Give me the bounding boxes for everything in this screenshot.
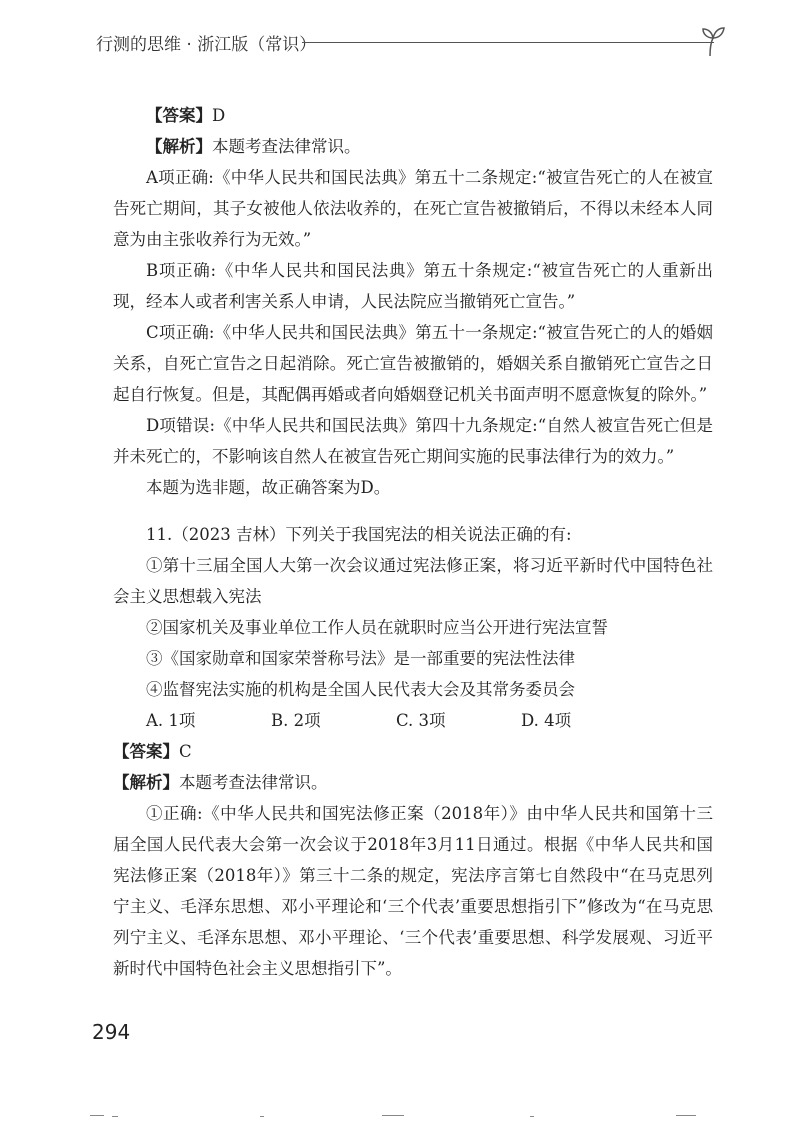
q11-statement-1: ①第十三届全国人大第一次会议通过宪法修正案，将习近平新时代中国特色社会主义思想载入宪法 <box>113 556 713 606</box>
q11-options <box>113 705 713 736</box>
q10-paragraph-a: A项正确:《中华人民共和国民法典》第五十二条规定:“被宣告死亡的人在被宣告死亡期间，其子女被他人依法收养的，在死亡宣告被撤销后，不得以未经本人同意为由主张收养行为无效。” <box>113 168 713 249</box>
q11-answer <box>113 736 713 767</box>
analysis-tag: 【解析】 <box>113 773 179 792</box>
analysis-text: 本题考查法律常识。 <box>179 773 328 792</box>
answer-tag: 【答案】 <box>146 106 212 125</box>
q10-answer <box>113 100 713 131</box>
running-header <box>96 22 736 62</box>
q10-paragraph-c: C项正确:《中华人民共和国民法典》第五十一条规定:“被宣告死亡的人的婚姻关系，自死亡宣告之日起消除。死亡宣告被撤销的，婚姻关系自撤销死亡宣告之日起自行恢复。但是，其配偶再婚或者向婚姻登记机关书面声明不愿意恢复的除外。” <box>113 323 713 404</box>
option-d: D. 4项 <box>521 711 572 730</box>
header-rule <box>302 42 714 43</box>
option-c: C. 3项 <box>396 711 446 730</box>
page-number: 294 <box>92 1020 131 1044</box>
book-title: 行测的思维 · 浙江版（常识） <box>96 35 317 55</box>
q10-paragraph-d: D项错误:《中华人民共和国民法典》第四十九条规定:“自然人被宣告死亡但是并未死亡的，不影响该自然人在被宣告死亡期间实施的民事法律行为的效力。” <box>113 416 713 466</box>
analysis-tag: 【解析】 <box>146 137 212 156</box>
page-body <box>113 100 713 984</box>
answer-value: C <box>179 742 192 761</box>
q10-paragraph-b: B项正确:《中华人民共和国民法典》第五十条规定:“被宣告死亡的人重新出现，经本人或者利害关系人申请，人民法院应当撤销死亡宣告。” <box>113 261 713 311</box>
q11-paragraph-1: ①正确:《中华人民共和国宪法修正案（2018年）》由中华人民共和国第十三届全国人民代表大会第一次会议于2018年3月11日通过。根据《中华人民共和国宪法修正案（2018年）》第三十二条的规定，宪法序言第七自然段中“在马克思列宁主义、毛泽东思想、邓小平理论和‘三个代表’重要思想指引下”修改为“在马克思列宁主义、毛泽东思想、邓小平理论、‘三个代表’重要思想、科学发展观、习近平新时代中国特色社会主义思想指引下”。 <box>113 804 713 978</box>
q10-analysis <box>113 131 713 162</box>
q11-stem: 11.（2023 吉林）下列关于我国宪法的相关说法正确的有: <box>146 525 572 544</box>
q11-statement-3: ③《国家勋章和国家荣誉称号法》是一部重要的宪法性法律 <box>146 649 575 668</box>
q11-statement-4: ④监督宪法实施的机构是全国人民代表大会及其常务委员会 <box>146 680 575 699</box>
answer-tag: 【答案】 <box>113 742 179 761</box>
analysis-text: 本题考查法律常识。 <box>212 137 361 156</box>
sprout-icon <box>700 22 726 58</box>
q11-statement-2: ②国家机关及事业单位工作人员在就职时应当公开进行宪法宣誓 <box>146 618 608 637</box>
scan-artifacts <box>90 1112 710 1120</box>
q10-conclusion: 本题为选非题，故正确答案为D。 <box>146 478 391 497</box>
q11-analysis <box>113 767 713 798</box>
option-b: B. 2项 <box>271 711 321 730</box>
option-a: A. 1项 <box>146 711 196 730</box>
answer-value: D <box>212 106 226 125</box>
